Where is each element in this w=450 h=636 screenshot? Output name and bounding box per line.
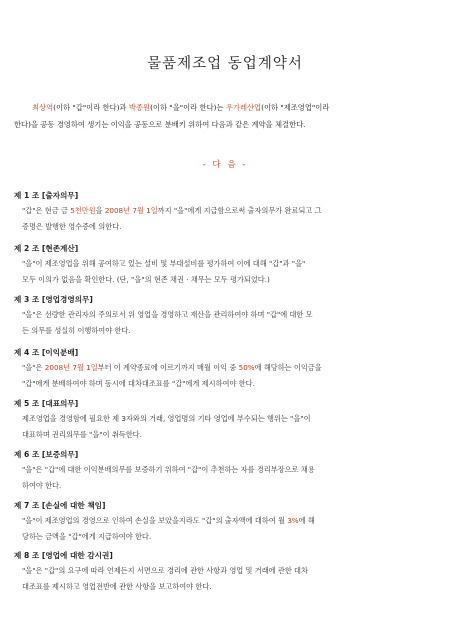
article-line: 제조영업을 경영함에 필요한 제 3자와의 거래, 영업명의 기타 영업에 부수되는 행위는 "을"이 bbox=[22, 414, 311, 423]
article-4 bbox=[14, 347, 438, 391]
intro-line-2: 한다)을 공동 경영하여 생기는 이익을 공동으로 분배키 위하여 다음과 같은 계약을 체결한다. bbox=[14, 120, 306, 129]
document-title: 물품제조업 동업계약서 bbox=[147, 56, 303, 72]
article-2 bbox=[14, 243, 438, 287]
article-heading: 제 2 조 [현존계산] bbox=[14, 244, 79, 253]
article-6 bbox=[14, 449, 438, 493]
article-heading: 제 7 조 [손실에 대한 책임] bbox=[14, 501, 106, 510]
date-value: 2008년 7월 1일 bbox=[104, 206, 158, 215]
article-body bbox=[14, 411, 438, 442]
article-7 bbox=[14, 500, 438, 544]
article-line: "을"은 선량한 관리자의 주의로서 위 영업을 경영하고 재산을 관리하여야 하며 "갑"에 대한 모 bbox=[22, 310, 313, 319]
company-name: 우가레산업 bbox=[225, 103, 262, 112]
article-3 bbox=[14, 294, 438, 338]
amount-value: 5천만원 bbox=[70, 206, 96, 215]
article-heading: 제 5 조 [대표의무] bbox=[14, 399, 79, 408]
article-line: "갑"에게 분배하여야 하며 동시에 대차대조표를 "갑"에게 제시하여야 한다. bbox=[22, 378, 255, 388]
article-line: 증명은 발행한 영수증에 의한다. bbox=[22, 221, 122, 231]
article-line: "을"은 "갑"에 대한 이익분배의무를 보증하기 위하여 "갑"이 추천하는 자를 경리부장으로 채용 bbox=[22, 465, 315, 474]
article-line: 당하는 금액을 "갑"에게 지급하여야 한다. bbox=[22, 531, 152, 541]
article-line: "을"은 "갑"의 요구에 따라 언제든지 서면으로 경리에 관한 사항과 영업 및 거래에 관한 대차 bbox=[22, 566, 308, 575]
article-line: "을"이 제조영업의 경영으로 인하여 손실을 보았을지라도 "갑"의 출자액에 대하여 월 3%에 해 bbox=[22, 516, 315, 525]
article-line: 모두 이의가 없음을 확인한다. (단, "을"의 현존 채권 · 채무는 모두 평가되었다.) bbox=[22, 274, 270, 284]
article-line: 하여야 한다. bbox=[22, 480, 62, 490]
article-5 bbox=[14, 398, 438, 442]
article-body bbox=[14, 462, 438, 493]
article-heading: 제 6 조 [보증의무] bbox=[14, 450, 79, 459]
article-line: "을"은 2008년 7월 1일부터 이 계약종료에 이르기까지 매월 이익 중 50%에 해당하는 이익금을 bbox=[22, 363, 322, 372]
article-body bbox=[14, 513, 438, 544]
party-a-name: 최상역 bbox=[32, 103, 54, 112]
intro-paragraph bbox=[14, 99, 438, 133]
article-body bbox=[14, 256, 438, 287]
article-body bbox=[14, 563, 438, 594]
article-line: 대표하며 권리의무를 "을"이 취득한다. bbox=[22, 429, 142, 439]
article-body bbox=[14, 360, 438, 391]
article-line: "갑"은 현금 금 5천만원을 2008년 7월 1일까지 "을"에게 지급함으로써 출자의무가 완료되고 그 bbox=[22, 206, 322, 215]
party-b-name: 박종원 bbox=[128, 103, 151, 112]
article-heading: 제 8 조 [영업에 대한 감시권] bbox=[14, 551, 113, 560]
percent-value: 3% bbox=[287, 516, 299, 525]
article-line: "을"이 제조영업을 위해 공여하고 있는 설비 및 부대설비를 평가하여 이에 대해 "갑"과 "을" bbox=[22, 259, 306, 268]
section-divider: - 다 음 - bbox=[202, 160, 248, 170]
date-value: 2008년 7월 1일 bbox=[44, 363, 98, 372]
article-8 bbox=[14, 550, 438, 594]
intro-line-1: 최상역(이하 "갑"이라 한다)과 박종원(이하 "을"이라 한다)는 우가레산업(이하 "제조영업"이라 bbox=[32, 103, 330, 112]
article-line: 대조표를 제시하고 영업전반에 관한 사항을 보고하여야 한다. bbox=[22, 581, 212, 591]
article-1 bbox=[14, 190, 438, 234]
article-line: 든 의무를 성실히 이행하여야 한다. bbox=[22, 325, 131, 335]
article-body bbox=[14, 203, 438, 234]
article-heading: 제 4 조 [이익분배] bbox=[14, 348, 79, 357]
article-body bbox=[14, 307, 438, 338]
article-heading: 제 1 조 [출자의무] bbox=[14, 191, 79, 200]
article-heading: 제 3 조 [영업경영의무] bbox=[14, 295, 93, 304]
percent-value: 50% bbox=[238, 363, 255, 372]
